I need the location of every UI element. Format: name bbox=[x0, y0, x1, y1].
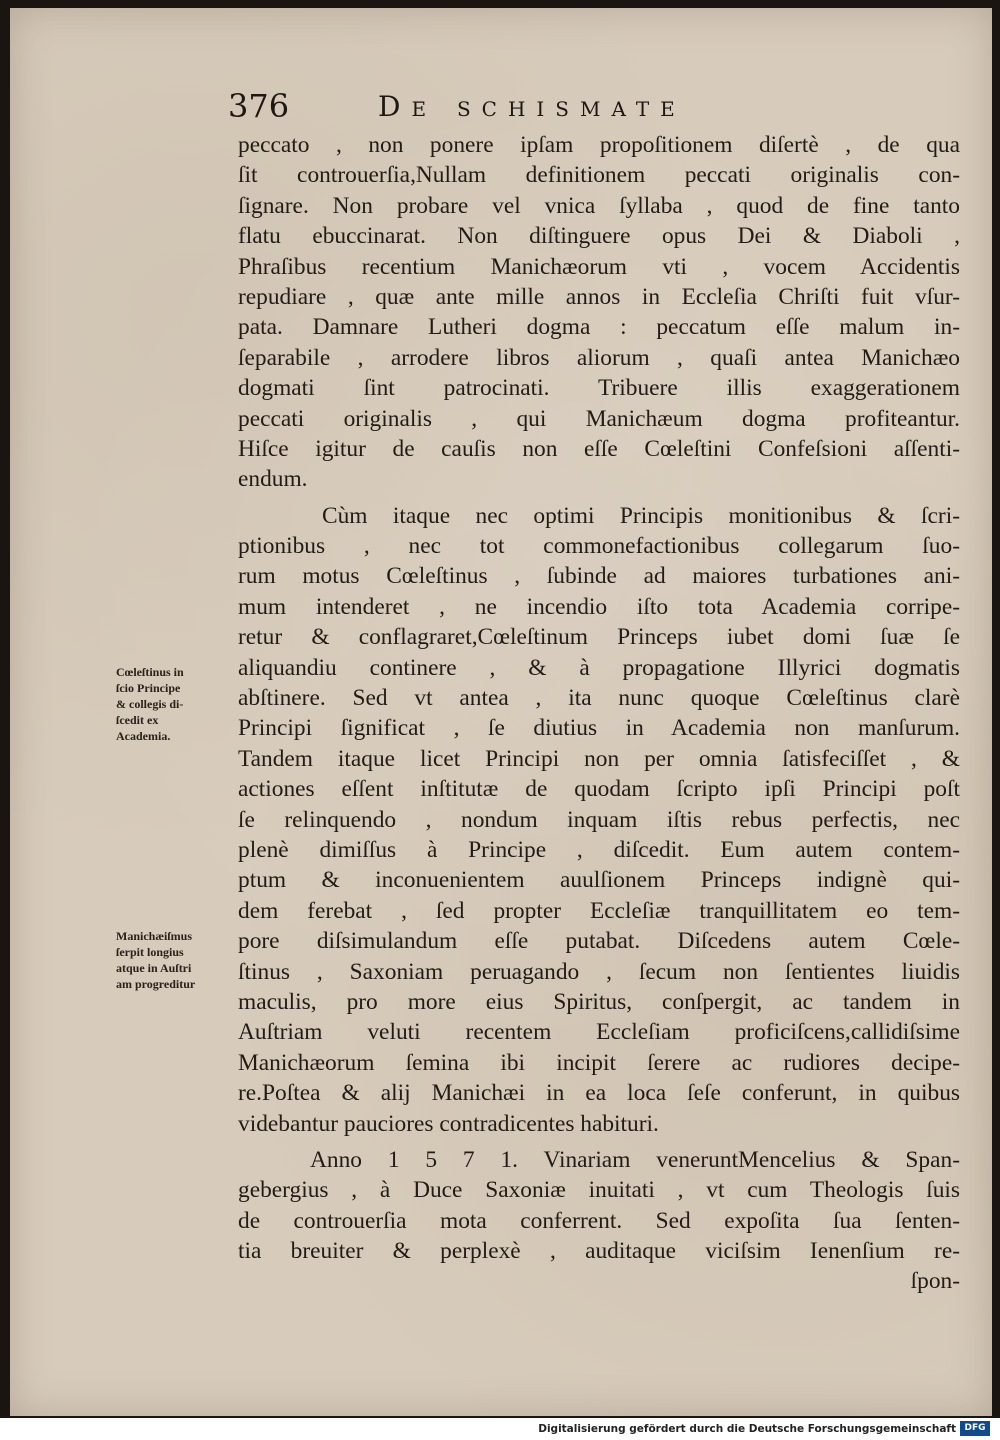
text-line: Phraſibus recentium Manichæorum vti , vocem Accidentis bbox=[238, 253, 960, 280]
text-line: ſeparabile , arrodere libros aliorum , quaſi antea Manichæo bbox=[238, 344, 960, 371]
text-line: plenè dimiſſus à Principe , diſcedit. Eum autem contem- bbox=[238, 836, 960, 863]
text-line: ſignare. Non probare vel vnica ſyllaba , quod de fine tanto bbox=[238, 192, 960, 219]
margin-note bbox=[116, 928, 240, 992]
text-line: rum motus Cœleſtinus , ſubinde ad maiores turbationes ani- bbox=[238, 563, 960, 590]
text-line: Auſtriam veluti recentem Eccleſiam proficiſcens,callidiſsime bbox=[238, 1019, 960, 1046]
text-line: Principi ſignificat , ſe diutius in Academia non manſurum. bbox=[238, 715, 960, 742]
text-line: aliquandiu continere , & à propagatione Illyrici dogmatis bbox=[238, 654, 960, 681]
text-line: Anno 1 5 7 1. Vinariam veneruntMencelius & Span- bbox=[310, 1146, 960, 1173]
text-line: abſtinere. Sed vt antea , ita nunc quoque Cœleſtinus clarè bbox=[238, 685, 960, 712]
text-line: ptionibus , nec tot commonefactionibus collegarum ſuo- bbox=[238, 533, 960, 560]
margin-note-line: Academia. bbox=[116, 729, 171, 743]
text-line: repudiare , quæ ante mille annos in Eccleſia Chriſti fuit vſur- bbox=[238, 283, 960, 310]
text-line: Tandem itaque licet Principi non per omnia ſatisfeciſſet , & bbox=[238, 745, 960, 772]
text-line: retur & conflagraret,Cœleſtinum Princeps iubet domi ſuæ ſe bbox=[238, 624, 960, 651]
text-line: flatu ebuccinarat. Non diſtinguere opus Dei & Diaboli , bbox=[238, 223, 960, 250]
page-number: 376 bbox=[228, 87, 290, 125]
margin-note-line: Cœleſtinus in bbox=[116, 665, 184, 679]
body-text bbox=[238, 130, 960, 1297]
text-line: dogmati ſint patrocinati. Tribuere illis exaggerationem bbox=[238, 375, 960, 402]
text-line: ſe relinquendo , nondum inquam iſtis rebus perfectis, nec bbox=[238, 806, 960, 833]
margin-note bbox=[116, 664, 240, 744]
text-line: de controuerſia mota conferrent. Sed expoſita ſua ſenten- bbox=[238, 1207, 960, 1234]
catchword: ſpon- bbox=[910, 1268, 960, 1295]
text-line: ptum & inconuenientem auulſionem Princeps indignè qui- bbox=[238, 867, 960, 894]
text-line: actiones eſſent inſtitutæ de quodam ſcripto ipſi Principi poſt bbox=[238, 776, 960, 803]
text-line: Manichæorum ſemina ibi incipit ſerere ac rudiores decipe- bbox=[238, 1049, 960, 1076]
text-line: peccato , non ponere ipſam propoſitionem diſertè , de qua bbox=[238, 132, 960, 158]
text-line: tia breuiter & perplexè , auditaque viciſsim Ienenſium re- bbox=[238, 1238, 960, 1265]
text-line: pata. Damnare Lutheri dogma : peccatum eſſe malum in- bbox=[238, 314, 960, 341]
text-line: endum. bbox=[238, 466, 308, 493]
margin-note-line: atque in Auſtri bbox=[116, 961, 192, 975]
text-line: peccati originalis , qui Manichæum dogma profiteantur. bbox=[238, 405, 960, 432]
margin-note-line: & collegis di- bbox=[116, 697, 184, 711]
margin-note-line: am progreditur bbox=[116, 977, 196, 991]
text-line: maculis, pro more eius Spiritus, conſpergit, ac tandem in bbox=[238, 988, 960, 1015]
text-line: ſtinus , Saxoniam peruagando , ſecum non ſentientes liuidis bbox=[238, 958, 960, 985]
page-header bbox=[0, 86, 1000, 126]
text-line: Hiſce igitur de cauſis non eſſe Cœleſtini Confeſsioni aſſenti- bbox=[238, 435, 960, 462]
text-line: ſit controuerſia,Nullam definitionem peccati originalis con- bbox=[238, 162, 960, 189]
margin-note-line: ſerpit longius bbox=[116, 945, 184, 959]
text-line: gebergius , à Duce Saxoniæ inuitati , vt cum Theologis ſuis bbox=[238, 1177, 960, 1204]
text-line: mum intenderet , ne incendio iſto tota Academia corripe- bbox=[238, 593, 960, 620]
dfg-logo-icon: DFG bbox=[960, 1421, 990, 1436]
text-line: dem ferebat , ſed propter Eccleſiæ tranquillitatem eo tem- bbox=[238, 897, 960, 924]
footer-credit: Digitalisierung gefördert durch die Deutsche Forschungsgemeinschaft bbox=[538, 1423, 956, 1435]
text-line: Cùm itaque nec optimi Principis monitionibus & ſcri- bbox=[322, 502, 960, 529]
running-head: De schismate bbox=[378, 90, 686, 123]
margin-note-line: Manichæiſmus bbox=[116, 929, 193, 943]
text-line: pore diſsimulandum eſſe putabat. Diſcedens autem Cœle- bbox=[238, 928, 960, 955]
margin-note-line: ſcio Principe bbox=[116, 681, 181, 695]
text-line: re.Poſtea & alij Manichæi in ea loca ſeſe conferunt, in quibus bbox=[238, 1080, 960, 1107]
text-line: videbantur pauciores contradicentes habituri. bbox=[238, 1110, 659, 1137]
margin-note-line: ſcedit ex bbox=[116, 713, 159, 727]
